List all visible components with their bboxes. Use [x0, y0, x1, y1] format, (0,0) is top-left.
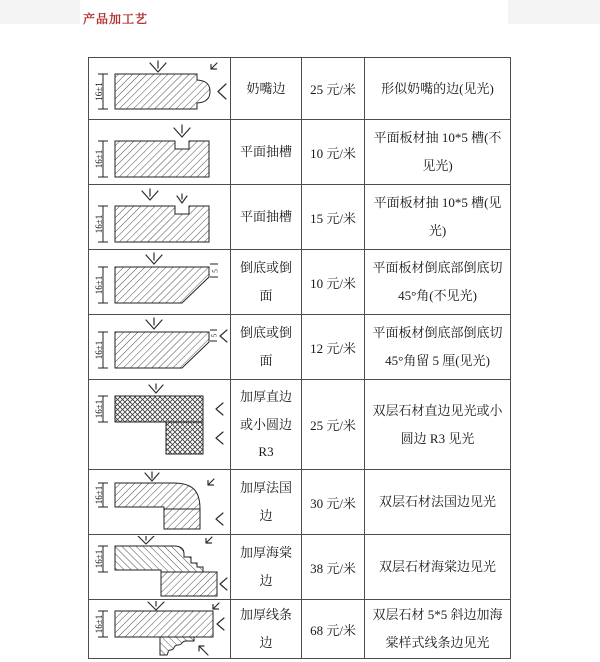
table-row — [89, 315, 511, 380]
table-row — [89, 250, 511, 315]
arrow-down-icon — [150, 61, 166, 72]
description: 形似奶嘴的边(见光) — [365, 58, 511, 120]
dimension-16-icon — [94, 483, 108, 507]
process-name: 倒底或倒面 — [231, 250, 302, 315]
dim-label: 16±1 — [93, 399, 104, 418]
diagram-cell — [89, 470, 231, 535]
description: 平面板材倒底部倒底切 45°角(不见光) — [365, 250, 511, 315]
process-name: 加厚法国边 — [231, 470, 302, 535]
arrow-down-icon — [145, 472, 159, 481]
description: 双层石材法国边见光 — [365, 470, 511, 535]
arrow-down-icon — [146, 318, 162, 329]
top-edge-band — [0, 0, 80, 24]
description: 双层石材 5*5 斜边加海棠样式线条边见光 — [365, 600, 511, 659]
process-name: 加厚海棠边 — [231, 535, 302, 600]
dimension-16-icon — [94, 267, 108, 303]
diagram-cell — [89, 58, 231, 120]
arrow-down-small-icon — [177, 194, 187, 203]
dim-label: 16±1 — [93, 340, 104, 360]
arrow-up-left-icon — [199, 646, 208, 655]
price: 68 元/米 — [302, 600, 365, 659]
price: 25 元/米 — [302, 380, 365, 470]
arrow-corner-icon — [211, 63, 217, 69]
arrow-down-icon — [138, 536, 154, 544]
page-title: 产品加工艺 — [83, 12, 149, 26]
dimension-5-icon — [210, 264, 220, 277]
arrow-left-icon — [220, 578, 227, 590]
process-name: 加厚直边或小圆边 R3 — [231, 380, 302, 470]
process-name: 奶嘴边 — [231, 58, 302, 120]
arrow-down-icon — [149, 384, 163, 393]
table-row — [89, 58, 511, 120]
process-name: 加厚线条边 — [231, 600, 302, 659]
description: 平面板材倒底部倒底切 45°角留 5 厘(见光) — [365, 315, 511, 380]
dim-label: 16±1 — [93, 149, 104, 169]
arrow-left-icon — [217, 618, 224, 630]
table-row — [89, 185, 511, 250]
dimension-16-icon — [94, 206, 108, 242]
dimension-16-icon — [94, 74, 108, 109]
dimension-16-icon — [94, 546, 108, 572]
diagram-cell — [89, 120, 231, 185]
process-name: 平面抽槽 — [231, 185, 302, 250]
dimension-16-icon — [94, 141, 108, 177]
diagram-cell — [89, 380, 231, 470]
arrow-left-icon — [216, 513, 223, 525]
arrow-left-icon — [220, 330, 227, 342]
arrow-left-icon — [216, 432, 223, 444]
dimension-16-icon — [94, 396, 108, 422]
top-edge-band — [508, 0, 600, 24]
bevel-edge-polished-profile-diagram — [90, 316, 230, 378]
dimension-5-icon — [210, 330, 219, 341]
price: 12 元/米 — [302, 315, 365, 380]
thick-straight-edge-profile-diagram — [90, 382, 230, 468]
arrow-corner-icon — [208, 479, 214, 485]
flat-groove-profile-diagram — [90, 121, 230, 183]
dim-label-small: 5 — [211, 269, 219, 273]
diagram-cell — [89, 185, 231, 250]
price: 38 元/米 — [302, 535, 365, 600]
dim-label: 16±1 — [93, 485, 104, 505]
arrow-down-icon — [146, 253, 162, 264]
dim-label: 16±1 — [93, 81, 104, 101]
process-name: 倒底或倒面 — [231, 315, 302, 380]
dim-label: 16±1 — [93, 275, 104, 295]
arrow-down-icon — [142, 189, 158, 200]
french-edge-profile-diagram — [90, 471, 230, 533]
arrow-corner-icon — [206, 537, 212, 543]
arrow-down-icon — [174, 125, 190, 137]
price: 10 元/米 — [302, 250, 365, 315]
arrow-down-icon — [148, 601, 164, 610]
description: 平面板材抽 10*5 槽(不见光) — [365, 120, 511, 185]
table-row — [89, 120, 511, 185]
nipple-edge-profile-diagram — [90, 60, 230, 118]
table-row — [89, 600, 511, 659]
process-price-table — [88, 57, 511, 659]
diagram-cell — [89, 535, 231, 600]
table-row — [89, 470, 511, 535]
dimension-16-icon — [94, 611, 108, 637]
price: 30 元/米 — [302, 470, 365, 535]
dim-label: 16±1 — [93, 214, 104, 234]
dimension-16-icon — [94, 332, 108, 368]
table-row — [89, 535, 511, 600]
diagram-cell — [89, 600, 231, 659]
dim-label-small: 5 — [210, 333, 218, 338]
flat-groove-polished-profile-diagram — [90, 186, 230, 248]
price: 15 元/米 — [302, 185, 365, 250]
arrow-left-icon — [216, 403, 223, 415]
dim-label: 16±1 — [93, 614, 104, 634]
begonia-edge-profile-diagram — [90, 536, 230, 598]
arrow-left-icon — [218, 84, 226, 99]
moulding-edge-profile-diagram — [90, 601, 230, 657]
description: 双层石材海棠边见光 — [365, 535, 511, 600]
process-name: 平面抽槽 — [231, 120, 302, 185]
diagram-cell — [89, 315, 231, 380]
dim-label: 16±1 — [93, 549, 104, 569]
diagram-cell — [89, 250, 231, 315]
price: 10 元/米 — [302, 120, 365, 185]
arrow-corner-icon — [213, 603, 219, 609]
bevel-edge-profile-diagram — [90, 251, 230, 313]
price: 25 元/米 — [302, 58, 365, 120]
description: 双层石材直边见光或小圆边 R3 见光 — [365, 380, 511, 470]
description: 平面板材抽 10*5 槽(见光) — [365, 185, 511, 250]
table-row — [89, 380, 511, 470]
